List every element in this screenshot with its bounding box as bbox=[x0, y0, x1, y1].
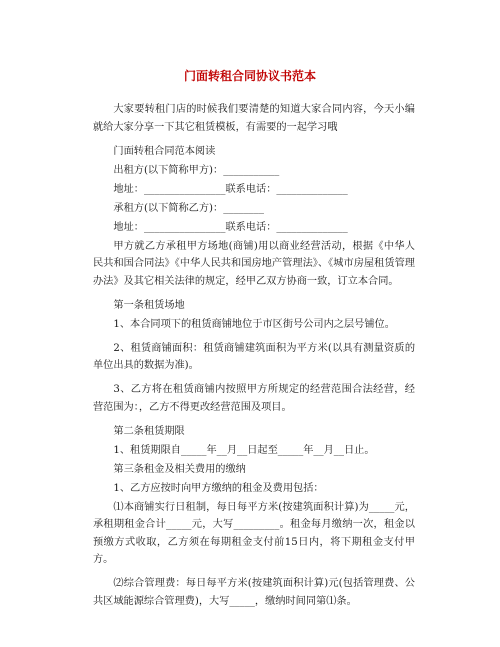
clause-paragraph: 1、本合同项下的租赁商铺地位于市区街号公司内之层号铺位。 bbox=[113, 318, 395, 330]
section-heading: 门面转租合同范本阅读 bbox=[113, 145, 216, 157]
clause-paragraph: 1、乙方应按时向甲方缴纳的租金及费用包括： bbox=[113, 482, 324, 494]
lessee-line: 承租方(以下简称乙方)：________ bbox=[113, 202, 264, 214]
article-heading: 第二条租赁期限 bbox=[113, 425, 185, 437]
clause-paragraph: ⑵综合管理费：每日每平方米(按建筑面积计算)元(包括管理费、公共区域能源综合管理费)，大写_____，缴纳时间同第⑴条。 bbox=[93, 578, 415, 607]
lessee-address-line: 地址：________________联系电话：______________ bbox=[113, 221, 348, 233]
clause-paragraph: 3、乙方将在租赁商铺内按照甲方所规定的经营范围合法经营，经营范围为：，乙方不得更改经营范围及项目。 bbox=[93, 384, 415, 413]
document-title: 门面转租合同协议书范本 bbox=[183, 69, 316, 83]
document-body bbox=[93, 101, 415, 617]
article-heading: 第三条租金及相关费用的缴纳 bbox=[113, 463, 246, 475]
lessor-line: 出租方(以下简称甲方)：___________ bbox=[113, 164, 280, 176]
preamble-paragraph: 甲方就乙方承租甲方场地(商铺)用以商业经营活动，根据《中华人民共和国合同法》《中华人民共和国房地产管理法》、《城市房屋租赁管理办法》及其它相关法律的规定，经甲乙双方协商一致，订立本合同。 bbox=[93, 240, 415, 287]
clause-paragraph: ⑴本商铺实行日租制，每日每平方米(按建筑面积计算)为_____元，承租期租金合计_____元，大写_________。租金每月缴纳一次，租金以预缴方式收取，乙方须在每期租金支付前15日内，将下期租金支付甲方。 bbox=[93, 501, 415, 565]
clause-paragraph: 2、租赁商铺面积：租赁商铺建筑面积为平方米(以具有测量资质的单位出具的数据为准)。 bbox=[93, 342, 415, 371]
clause-paragraph: 1、租赁期限自_____年__月__日起至_____年__月__日止。 bbox=[113, 444, 375, 456]
intro-paragraph: 大家要转租门店的时候我们要清楚的知道大家合同内容，今天小编就给大家分享一下其它租赁模板，有需要的一起学习哦 bbox=[93, 104, 415, 133]
article-heading: 第一条租赁场地 bbox=[113, 299, 185, 311]
lessor-address-line: 地址：________________联系电话：______________ bbox=[113, 183, 348, 195]
